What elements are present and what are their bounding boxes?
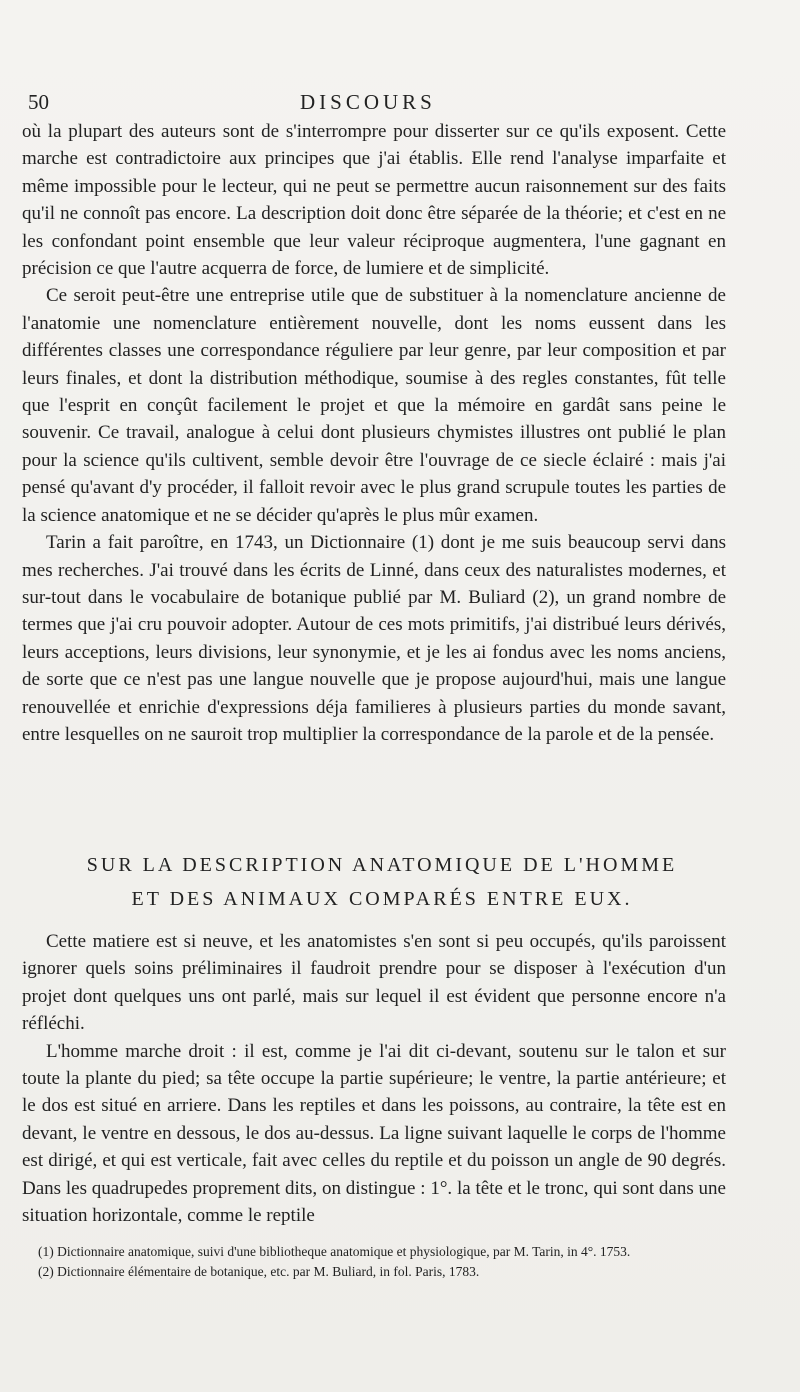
paragraph: Ce seroit peut-être une entreprise utile que de substituer à la nomenclature ancienne de l'anatomie une nomenclature entièrement nouvelle, dont les noms eussent dans les différentes classes une correspondance réguliere par leur genre, par leur composition et par leurs finales, et dont la distribution méthodique, soumise à des regles constantes, fût telle que l'esprit en conçût facilement le projet et que la mémoire en gardât sans peine le souvenir. Ce travail, analogue à celui dont plusieurs chymistes illustres ont publié le plan pour la science qu'ils cultivent, semble devoir être l'ouvrage de ce siecle éclairé : mais j'ai pensé qu'avant d'y procéder, il falloit revoir avec le plus grand scrupule toutes les parties de la science anatomique et ne se décider qu'après le plus mûr examen. — [22, 285, 726, 526]
section-heading — [22, 848, 742, 916]
page-number: 50 — [28, 90, 49, 114]
paragraph: où la plupart des auteurs sont de s'interrompre pour disserter sur ce qu'ils exposent. Cette marche est contradictoire aux principes que j'ai établis. Elle rend l'analyse imparfaite et même impossible pour le lecteur, qui ne peut se permettre aucun raisonnement sur des faits qu'il ne connoît pas encore. La description doit donc être séparée de la théorie; et c'est en ne les confondant point ensemble que leur valeur réciproque augmentera, l'une gagnant en précision ce que l'autre acquerra de force, de lumiere et de simplicité. — [22, 121, 726, 280]
footnote: (1) Dictionnaire anatomique, suivi d'une bibliotheque anatomique et physiologique, par M. Tarin, in 4°. 1753. — [38, 1244, 631, 1259]
paragraph: L'homme marche droit : il est, comme je l'ai dit ci-devant, soutenu sur le talon et sur toute la plante du pied; sa tête occupe la partie supérieure; le ventre, la partie antérieure; et le dos est situé en arriere. Dans les reptiles et dans les poissons, au contraire, la tête est en devant, le ventre en dessous, le dos au-dessus. La ligne suivant laquelle le corps de l'homme est dirigé, et qui est verticale, fait avec celles du reptile et du poisson un angle de 90 degrés. Dans les quadrupedes proprement dits, on distingue : 1°. la tête et le tronc, qui sont dans une situation horizontale, comme le reptile — [22, 1040, 726, 1227]
paragraph: Tarin a fait paroître, en 1743, un Dictionnaire (1) dont je me suis beaucoup servi dans mes recherches. J'ai trouvé dans les écrits de Linné, dans ceux des naturalistes modernes, et sur-tout dans le vocabulaire de botanique publié par M. Buliard (2), un grand nombre de termes que j'ai cru pouvoir adopter. Autour de ces mots primitifs, j'ai distribué leurs dérivés, leurs acceptions, leurs divisions, leur synonymie, et je les ai fondus avec les noms anciens, de sorte que ce n'est pas une langue nouvelle que je propose aujourd'hui, mais une langue renouvellée et enrichie d'expressions déja familieres à plusieurs parties du monde savant, entre lesquelles on ne sauroit trop multiplier la correspondance de la parole et de la pensée. — [22, 532, 726, 745]
body-text-upper — [22, 118, 726, 748]
body-text-lower — [22, 928, 726, 1229]
footnotes — [38, 1242, 728, 1282]
section-heading-line: ET DES ANIMAUX COMPARÉS ENTRE EUX. — [131, 888, 633, 910]
footnote: (2) Dictionnaire élémentaire de botanique, etc. par M. Buliard, in fol. Paris, 1783. — [38, 1264, 480, 1279]
paragraph: Cette matiere est si neuve, et les anatomistes s'en sont si peu occupés, qu'ils paroissent ignorer quels soins préliminaires il faudroit prendre pour se disposer à l'exécution d'un projet dont quelques uns ont parlé, mais sur lequel il est évident que personne encore n'a réfléchi. — [22, 931, 726, 1035]
running-title: DISCOURS — [300, 90, 436, 114]
section-heading-line: SUR LA DESCRIPTION ANATOMIQUE DE L'HOMME — [86, 854, 678, 876]
page-header — [28, 90, 748, 120]
